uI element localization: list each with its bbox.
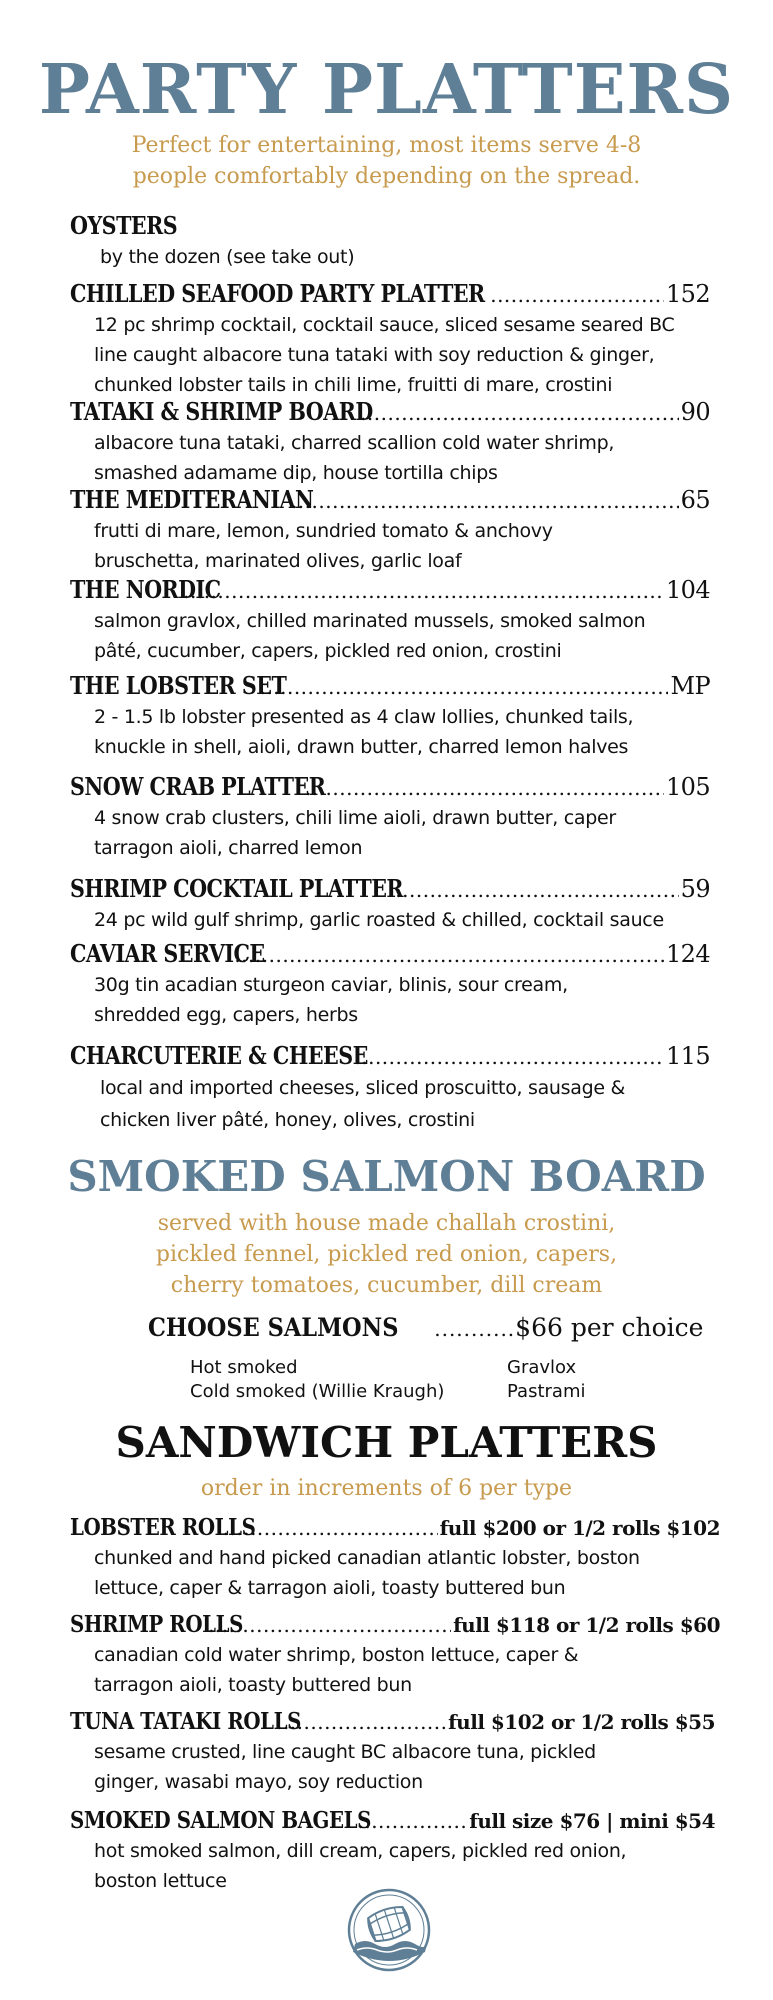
platter-desc: 2 - 1.5 lb lobster presented as 4 claw lollies, chunked tails, [94,706,634,728]
leader-dots [260,671,669,702]
leader-dots [291,485,679,516]
choose-salmons-price: $66 per choice [515,1313,704,1342]
sandwich-desc: ginger, wasabi mayo, soy reduction [94,1771,423,1793]
platter-shrimp-cocktail [70,874,710,935]
sandwich-name: SMOKED SALMON BAGELS [70,1807,371,1834]
sandwich-price: full $102 or 1/2 rolls $55 [448,1710,715,1734]
salmon-tagline-line2: pickled fennel, pickled red onion, capers, [155,1242,618,1267]
sandwich-price: full $118 or 1/2 rolls $60 [453,1613,720,1637]
platter-name: SNOW CRAB PLATTER [70,772,326,801]
sandwich-smoked-salmon-bagels [70,1806,715,1896]
platter-price: 65 [680,486,710,514]
platter-price: 104 [665,576,710,604]
platter-name: THE MEDITERANIAN [70,485,314,514]
platter-price: 152 [665,280,710,308]
sandwich-desc: chunked and hand picked canadian atlantic lobster, boston [94,1547,640,1569]
platter-chilled-seafood [70,279,710,400]
leader-dots [360,397,679,428]
platter-tataki-shrimp [70,397,710,488]
platter-desc: tarragon aioli, charred lemon [94,837,363,859]
salmon-tagline-line3: cherry tomatoes, cucumber, dill cream [170,1273,603,1298]
platter-desc: by the dozen (see take out) [100,246,355,268]
platter-price: 124 [665,940,710,968]
platter-name: TATAKI & SHRIMP BOARD [70,397,373,426]
platter-desc: knuckle in shell, aioli, drawn butter, charred lemon halves [94,736,629,758]
leader-dots [276,1707,446,1737]
platter-name: CHILLED SEAFOOD PARTY PLATTER [70,279,485,308]
leader-dots [354,1041,664,1072]
platter-desc: smashed adamame dip, house tortilla chips [94,462,498,484]
leader-dots: ........... [434,1317,516,1341]
platter-caviar [70,939,710,1030]
platter-name: OYSTERS [70,211,178,240]
sandwich-desc: hot smoked salmon, dill cream, capers, pickled red onion, [94,1840,627,1862]
platter-desc: shredded egg, capers, herbs [94,1004,358,1026]
platter-desc: chunked lobster tails in chili lime, fruitti di mare, crostini [94,374,613,396]
platter-desc: chicken liver pâté, honey, olives, crostini [100,1109,475,1131]
sandwich-desc: lettuce, caper & tarragon aioli, toasty buttered bun [94,1577,566,1599]
sandwich-section-title: SANDWICH PLATTERS [115,1418,658,1467]
leader-dots [395,874,678,905]
salmon-options-right [507,1356,585,1404]
platter-price: 115 [665,1042,710,1070]
platter-desc: 12 pc shrimp cocktail, cocktail sauce, sliced sesame seared BC [94,314,675,336]
sandwich-desc: canadian cold water shrimp, boston lettuce, caper & [94,1644,579,1666]
leader-dots [490,279,664,310]
salmon-option: Cold smoked (Willie Kraugh) [190,1381,445,1402]
salmon-option: Gravlox [507,1357,577,1378]
sandwich-desc: sesame crusted, line caught BC albacore tuna, pickled [94,1741,596,1763]
salmon-option: Hot smoked [190,1357,298,1378]
platter-desc: bruschetta, marinated olives, garlic loaf [94,550,462,572]
sandwich-shrimp-rolls [70,1610,720,1700]
sandwich-name: LOBSTER ROLLS [70,1514,256,1541]
sandwich-price: full size $76 | mini $54 [469,1809,715,1833]
salmon-option: Pastrami [507,1381,586,1402]
platter-desc: 24 pc wild gulf shrimp, garlic roasted & chilled, cocktail sauce [94,909,664,931]
sandwich-desc: tarragon aioli, toasty buttered bun [94,1674,412,1696]
platter-desc: 30g tin acadian sturgeon caviar, blinis, sour cream, [94,974,568,996]
leader-dots [234,939,664,970]
platter-price: 90 [680,398,710,426]
platter-desc: 4 snow crab clusters, chili lime aioli, drawn butter, caper [94,807,616,829]
platter-desc: pâté, cucumber, capers, pickled red onion, crostini [94,640,562,662]
platter-mediteranian [70,485,710,576]
platter-price: 59 [680,875,710,903]
platter-price: MP [670,672,710,700]
platter-nordic [70,575,710,666]
platter-name: THE LOBSTER SET [70,671,287,700]
platter-desc: albacore tuna tataki, charred scallion cold water shrimp, [94,432,615,454]
leader-dots [357,1806,467,1836]
header-tagline-line2: people comfortably depending on the spread. [132,164,641,189]
sandwich-price: full $200 or 1/2 rolls $102 [439,1516,720,1540]
sandwich-tuna-tataki-rolls [70,1707,715,1797]
platter-desc: salmon gravlox, chilled marinated mussels, smoked salmon [94,610,646,632]
page-title: PARTY PLATTERS [38,50,735,130]
platter-desc: local and imported cheeses, sliced proscuitto, sausage & [100,1077,626,1099]
platter-name: THE NORDIC [70,575,221,604]
platter-name: CAVIAR SERVICE [70,939,265,968]
platter-name: SHRIMP COCKTAIL PLATTER [70,874,404,903]
sandwich-desc: boston lettuce [94,1870,227,1892]
platter-desc: line caught albacore tuna tataki with soy reduction & ginger, [94,344,655,366]
header-tagline-line1: Perfect for entertaining, most items serve 4-8 [131,133,642,158]
platter-desc: frutti di mare, lemon, sundried tomato & anchovy [94,520,553,542]
sandwich-name: SHRIMP ROLLS [70,1611,243,1638]
sandwich-name: TUNA TATAKI ROLLS [70,1708,301,1735]
platter-oysters [70,211,710,273]
sandwich-tagline: order in increments of 6 per type [200,1476,573,1501]
platter-name: CHARCUTERIE & CHEESE [70,1041,368,1070]
platter-snow-crab [70,772,710,863]
salmon-tagline-line1: served with house made challah crostini, [157,1211,616,1236]
platter-price: 105 [665,773,710,801]
salmon-section-title: SMOKED SALMON BOARD [67,1152,706,1201]
sandwich-lobster-rolls [70,1513,720,1603]
choose-salmons-row [148,1312,703,1345]
salmon-options-left [190,1356,444,1404]
leader-dots [183,575,664,606]
barrel-icon [347,1888,431,1972]
leader-dots [305,772,664,803]
platter-lobster-set [70,671,710,762]
platter-charcuterie [70,1041,710,1136]
choose-salmons-label: CHOOSE SALMONS [148,1313,399,1342]
leader-dots [208,1610,451,1640]
